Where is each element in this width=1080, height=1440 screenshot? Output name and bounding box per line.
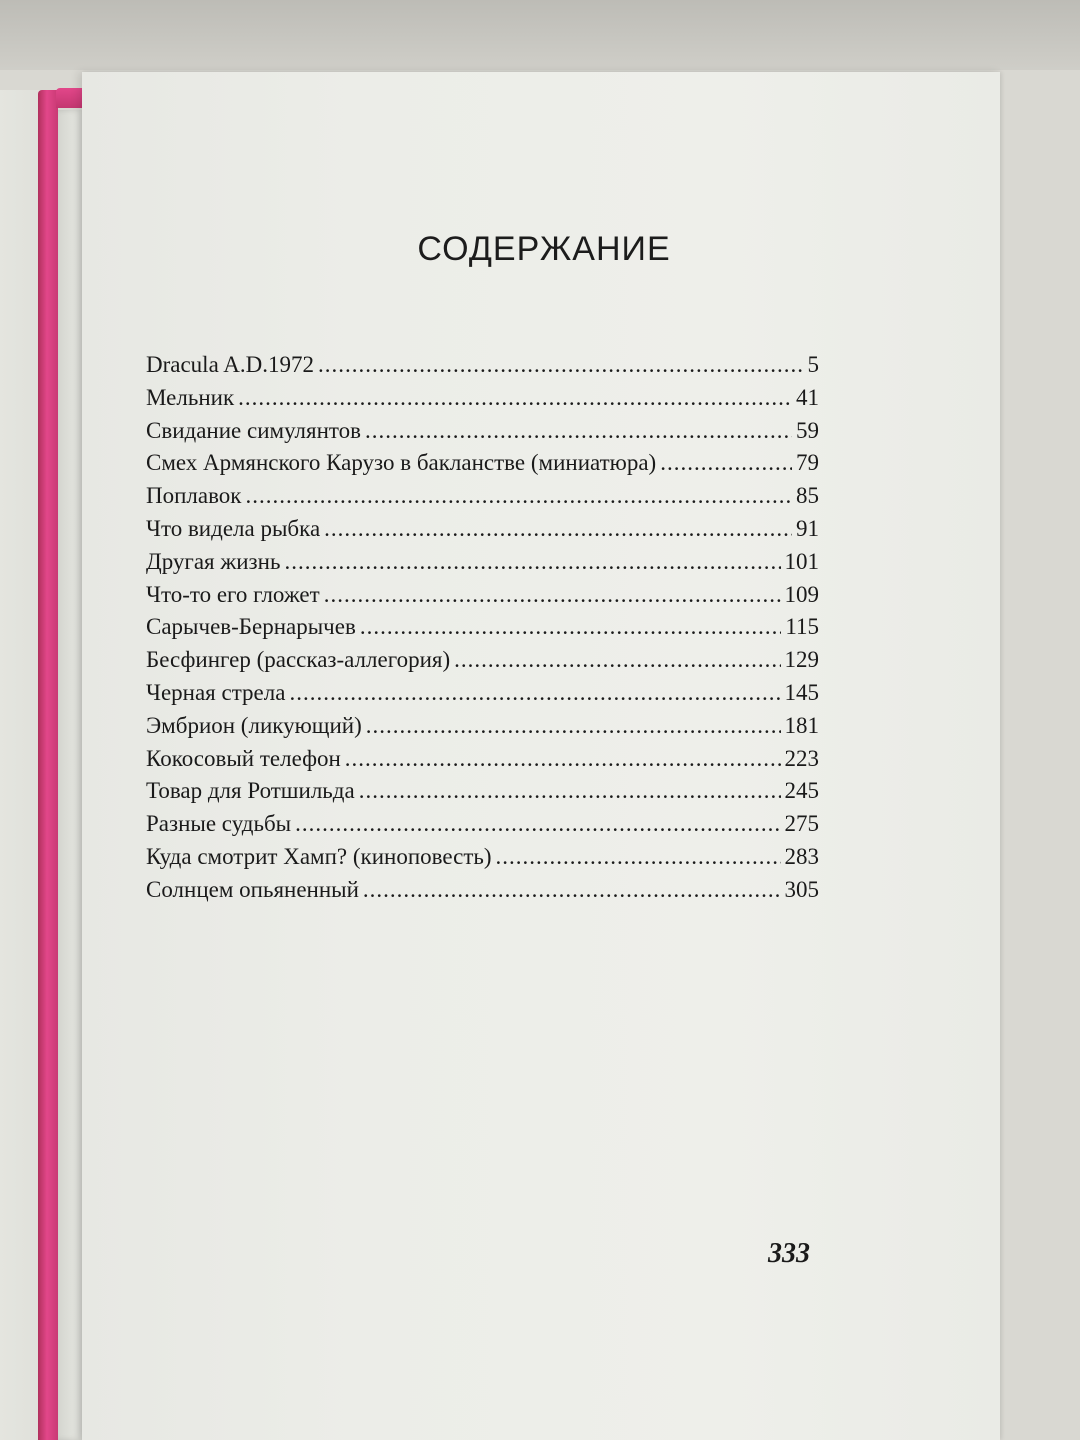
toc-entry <box>146 877 819 910</box>
toc-entry-title: Куда смотрит Хамп? (киноповесть) <box>146 843 492 869</box>
dot-leader <box>318 352 804 378</box>
toc-entry <box>146 549 819 582</box>
toc-entry <box>146 582 819 615</box>
toc-entry-title: Солнцем опьяненный <box>146 876 359 902</box>
toc-entry <box>146 418 819 451</box>
toc-entry-title: Что видела рыбка <box>146 515 321 541</box>
toc-entry-page: 5 <box>807 352 819 377</box>
toc-entry <box>146 352 819 385</box>
dot-leader <box>289 680 780 706</box>
toc-entry <box>146 811 819 844</box>
toc-entry <box>146 516 819 549</box>
dot-leader <box>496 844 781 870</box>
toc-entry-title: Поплавок <box>146 483 242 509</box>
toc-entry-title: Dracula A.D.1972 <box>146 352 314 377</box>
toc-entry-title: Смех Армянского Карузо в бакланстве (миниатюра) <box>146 450 657 476</box>
toc-entry-page: 129 <box>784 647 819 673</box>
dot-leader <box>454 647 780 673</box>
toc-entry-title: Другая жизнь <box>146 548 281 574</box>
toc-entry-title: Эмбрион (ликующий) <box>146 712 362 738</box>
toc-entry <box>146 647 819 680</box>
toc-entry-title: Разные судьбы <box>146 811 292 837</box>
background <box>0 0 1080 70</box>
toc-entry-page: 79 <box>796 450 819 476</box>
toc-entry-page: 41 <box>796 384 819 410</box>
book-cover-edge <box>38 90 58 1440</box>
toc-entry-page: 101 <box>784 548 819 574</box>
toc-entry-title: Что-то его гложет <box>146 581 320 607</box>
toc-entry <box>146 713 819 746</box>
toc-entry-page: 283 <box>784 843 819 869</box>
toc-entry-page: 59 <box>796 417 819 443</box>
toc-entry-page: 109 <box>784 581 819 607</box>
dot-leader <box>359 778 781 804</box>
dot-leader <box>295 811 780 837</box>
toc-entry-title: Черная стрела <box>146 679 286 705</box>
contents-heading: СОДЕРЖАНИЕ <box>417 230 671 268</box>
dot-leader <box>365 418 792 444</box>
dot-leader <box>363 877 781 903</box>
toc-entry-page: 245 <box>784 778 819 804</box>
dot-leader <box>324 582 781 608</box>
toc-entry-title: Сарычев-Бернарычев <box>146 614 356 640</box>
toc-entry-page: 181 <box>784 712 819 738</box>
toc-entry-page: 275 <box>784 811 819 837</box>
toc-entry <box>146 614 819 647</box>
toc-entry-page: 145 <box>784 679 819 705</box>
toc-entry-page: 85 <box>796 483 819 509</box>
toc-entry <box>146 450 819 483</box>
toc-entry <box>146 778 819 811</box>
toc-entry-page: 91 <box>796 515 819 541</box>
page-number: 333 <box>768 1238 810 1269</box>
toc-entry-page: 115 <box>785 614 819 640</box>
dot-leader <box>345 746 781 772</box>
toc-entry-page: 223 <box>784 745 819 771</box>
dot-leader <box>360 614 782 640</box>
dot-leader <box>366 713 781 739</box>
book-page <box>82 72 1000 1440</box>
toc-entry <box>146 844 819 877</box>
toc-entry <box>146 385 819 418</box>
toc-entry-title: Товар для Ротшильда <box>146 778 355 804</box>
dot-leader <box>284 549 780 575</box>
toc-entry-page: 305 <box>784 876 819 902</box>
toc-entry-title: Мельник <box>146 384 235 410</box>
dot-leader <box>238 385 792 411</box>
page-gutter <box>58 110 82 1440</box>
toc-entry <box>146 680 819 713</box>
toc-entry <box>146 483 819 516</box>
dot-leader <box>660 450 792 476</box>
dot-leader <box>245 483 792 509</box>
toc-entry-title: Кокосовый телефон <box>146 745 341 771</box>
toc-entry-title: Бесфингер (рассказ-аллегория) <box>146 647 451 673</box>
table-of-contents <box>146 352 819 910</box>
toc-entry-title: Свидание симулянтов <box>146 417 362 443</box>
dot-leader <box>324 516 792 542</box>
toc-entry <box>146 746 819 779</box>
